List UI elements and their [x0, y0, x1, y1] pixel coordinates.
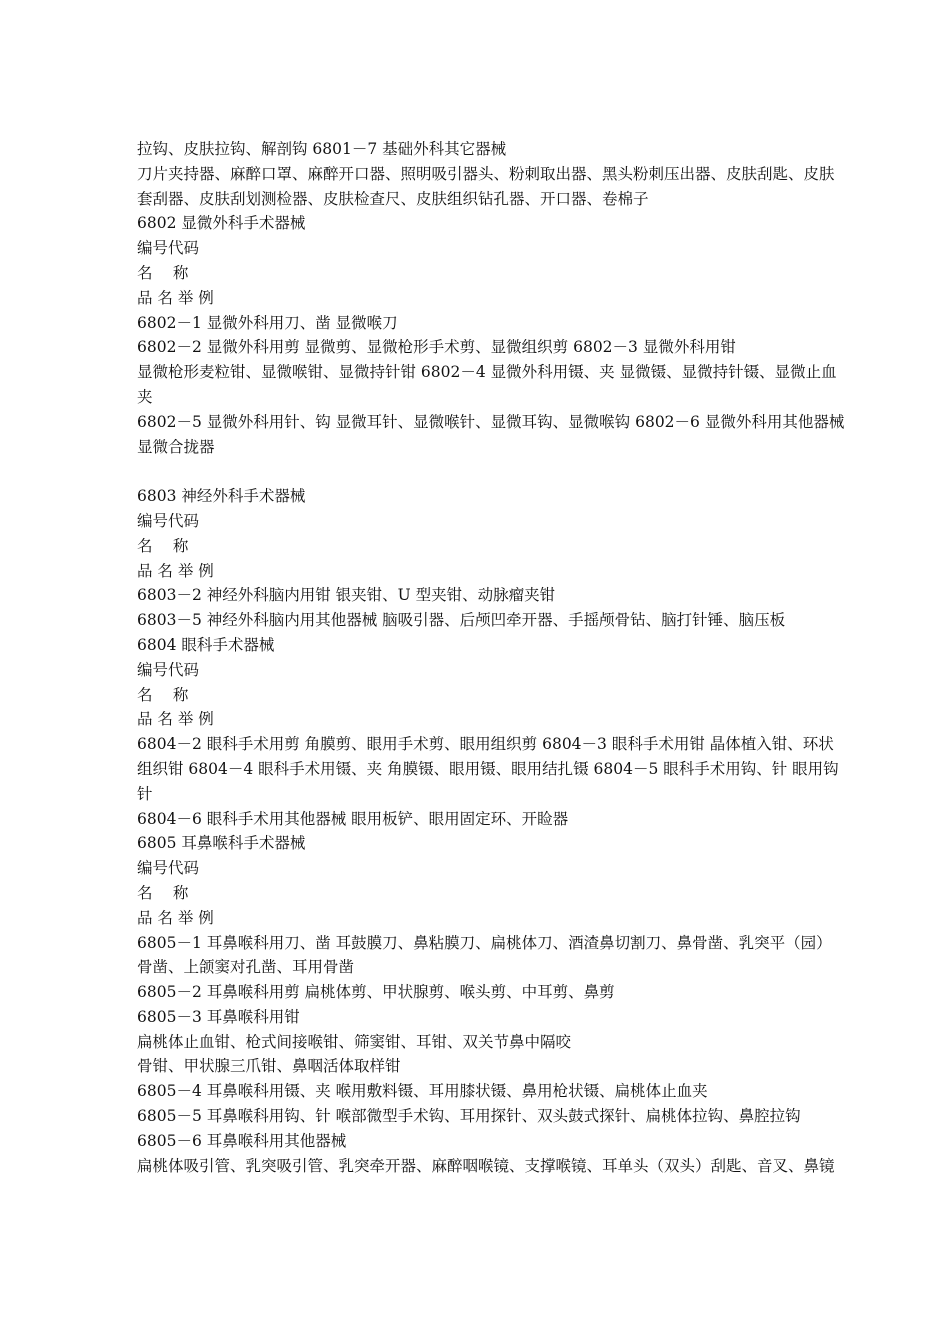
- table-header-code: 编号代码: [137, 660, 200, 679]
- text-line: 6803－2 神经外科脑内用钳 银夹钳、U 型夹钳、动脉瘤夹钳: [137, 586, 556, 605]
- text-line: 6804－6 眼科手术用其他器械 眼用板铲、眼用固定环、开睑器: [137, 809, 569, 828]
- text-line: 6805－6 耳鼻喉科用其他器械: [137, 1131, 347, 1150]
- section-heading: 6803 神经外科手术器械: [137, 487, 306, 506]
- text-line: 6802－2 显微外科用剪 显微剪、显微枪形手术剪、显微组织剪 6802－3 显微外科用钳: [137, 338, 736, 357]
- table-header-name: 名 称: [137, 536, 189, 555]
- text-line: 骨钳、甲状腺三爪钳、鼻咽活体取样钳: [137, 1057, 401, 1076]
- table-header-examples: 品 名 举 例: [137, 288, 214, 307]
- blank-line: [137, 459, 845, 484]
- table-header-code: 编号代码: [137, 239, 200, 258]
- section-heading: 6805 耳鼻喉科手术器械: [137, 834, 306, 853]
- text-line: 扁桃体吸引管、乳突吸引管、乳突牵开器、麻醉咽喉镜、支撑喉镜、耳单头（双头）刮匙、音叉、鼻镜: [137, 1156, 835, 1175]
- table-header-code: 编号代码: [137, 859, 200, 878]
- table-header-examples: 品 名 举 例: [137, 908, 214, 927]
- text-line: 显微枪形麦粒钳、显微喉钳、显微持针钳 6802－4 显微外科用镊、夹 显微镊、显微持针镊、显微止血夹: [137, 363, 837, 406]
- text-line: 6805－1 耳鼻喉科用刀、凿 耳鼓膜刀、鼻粘膜刀、扁桃体刀、酒渣鼻切割刀、鼻骨凿、乳突平（园）骨凿、上颌窦对孔凿、耳用骨凿: [137, 933, 832, 977]
- text-line: 扁桃体止血钳、枪式间接喉钳、筛窦钳、耳钳、双关节鼻中隔咬: [137, 1032, 572, 1051]
- text-line: 6803－5 神经外科脑内用其他器械 脑吸引器、后颅凹牵开器、手摇颅骨钻、脑打针锤、脑压板: [137, 611, 786, 630]
- text-line: 6802－1 显微外科用刀、凿 显微喉刀: [137, 313, 398, 332]
- text-line: 6805－4 耳鼻喉科用镊、夹 喉用敷料镊、耳用膝状镊、鼻用枪状镊、扁桃体止血夹: [137, 1082, 708, 1101]
- table-header-name: 名 称: [137, 685, 189, 704]
- text-line: 6805－2 耳鼻喉科用剪 扁桃体剪、甲状腺剪、喉头剪、中耳剪、鼻剪: [137, 983, 615, 1002]
- table-header-name: 名 称: [137, 263, 189, 282]
- table-header-examples: 品 名 举 例: [137, 561, 214, 580]
- text-line: 6805－5 耳鼻喉科用钩、针 喉部微型手术钩、耳用探针、双头鼓式探针、扁桃体拉钩、鼻腔拉钩: [137, 1107, 801, 1126]
- text-line: 6805－3 耳鼻喉科用钳: [137, 1007, 300, 1026]
- section-heading: 6804 眼科手术器械: [137, 635, 275, 654]
- text-line: 6802－5 显微外科用针、钩 显微耳针、显微喉针、显微耳钩、显微喉钩 6802－6 显微外科用其他器械: [137, 412, 845, 431]
- table-header-name: 名 称: [137, 883, 189, 902]
- text-line: 显微合拢器: [137, 437, 215, 456]
- text-line: 拉钩、皮肤拉钩、解剖钩 6801－7 基础外科其它器械: [137, 140, 507, 158]
- table-header-examples: 品 名 举 例: [137, 710, 214, 729]
- section-heading: 6802 显微外科手术器械: [137, 214, 306, 233]
- text-line: 6804－2 眼科手术用剪 角膜剪、眼用手术剪、眼用组织剪 6804－3 眼科手术用钳 晶体植入钳、环状组织钳 6804－4 眼科手术用镊、夹 角膜镊、眼用镊、眼用结扎镊 6804－5 眼科手术用钩、针 眼用钩针: [137, 735, 839, 803]
- table-header-code: 编号代码: [137, 511, 200, 530]
- document-body: [137, 137, 845, 1178]
- text-line: 刀片夹持器、麻醉口罩、麻醉开口器、照明吸引器头、粉刺取出器、黑头粉刺压出器、皮肤刮匙、皮肤套刮器、皮肤刮划测检器、皮肤检查尺、皮肤组织钻孔器、开口器、卷棉子: [137, 164, 835, 208]
